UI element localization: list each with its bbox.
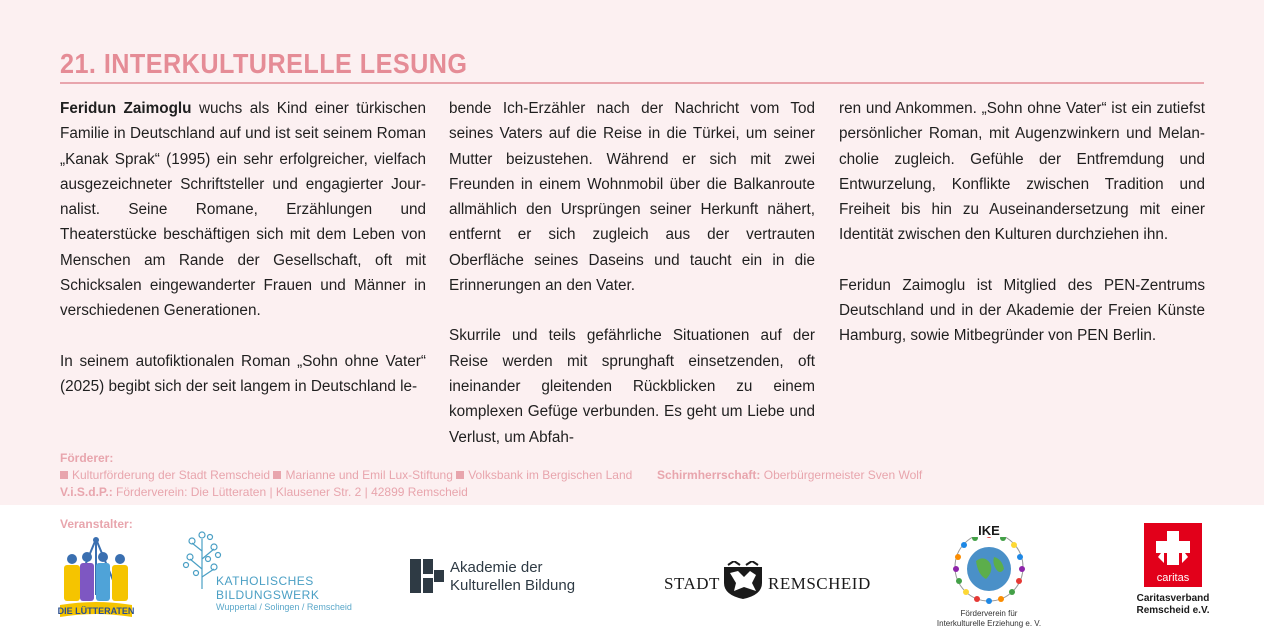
ike-logo [928,523,1050,628]
sponsor-label: Förderer: [60,451,114,465]
sponsor-item: Kulturförderung der Stadt Remscheid [72,468,271,482]
globe-icon [928,523,1050,609]
visdp-label: V.i.S.d.P.: [60,485,113,499]
remscheid-word: REMSCHEID [768,574,871,593]
paragraph-situations: Skurrile und teils gefährliche Situationen auf der Reise werden mit sprunghaft einsetzenden, oft ineinander gleitenden Rückblicken zu einem komplexen Gefüge verbunden. Es geht um Liebe und Verlust, um Abfah- [449,327,815,446]
page-title: 21. INTERKULTURELLE LESUNG [60,48,468,79]
text-column-3 [839,96,1205,374]
organizers-panel [0,505,1264,644]
author-name: Feridun Zaimoglu [60,100,192,117]
sponsor-item: Volksbank im Bergischen Land [468,468,633,482]
bullet-square-icon [60,471,68,479]
paragraph-journey: bende Ich-Erzähler nach der Nachricht vom Tod seines Vaters auf die Reise in die Türkei, um seiner Mutter beizustehen. Während er sich mit zwei Freunden in einem Wohnmobil über die Balkanroute allmählich den Ursprüngen seiner Herkunft nähert, entfernt er sich zugleich aus der vertrauten Oberfläche seines Daseins und taucht ein in die Erinnerungen an den Vater. [449,100,815,295]
kbw-logo [180,529,360,615]
ike-line-1: Förderverein für [960,609,1018,618]
ike-acronym: IKE [978,523,1000,538]
stadt-word: STADT [664,574,720,593]
text-column-1 [60,96,426,424]
kbw-line-2: BILDUNGSWERK [216,588,320,602]
coat-of-arms-icon [720,561,766,599]
paragraph-author-bio [60,96,426,324]
bullet-square-icon [273,471,281,479]
visdp-text: Förderverein: Die Lütteraten | Klausener Str. 2 | 42899 Remscheid [116,485,468,499]
paragraph-novel-intro: In seinem autofiktionalen Roman „Sohn ohne Vater“ (2025) begibt sich der seit langem in Deutschland le- [60,352,426,395]
caritas-cross-icon [1128,523,1218,591]
caritas-logo [1128,523,1218,623]
luetteraten-figures-icon [58,535,134,621]
author-bio-text: wuchs als Kind einer türkischen Familie in Deutschland auf und ist seit seinem Roman „Kanak Sprak“ (1995) ein sehr erfolgreicher, vielfach ausgezeichneter Schriftsteller und engagierter Journalist. Seine Romane, Erzählungen und Theaterstücke beschäftigen sich mit dem Leben von Menschen am Rande der Gesellschaft, oft mit Schicksalen eingewanderter Frauen und Männer in verschiedenen Generationen. [60,100,426,320]
kbw-line-3: Wuppertal / Solingen / Remscheid [216,602,352,612]
sponsor-item: Marianne und Emil Lux-Stiftung [285,468,453,482]
stadt-remscheid-logo [664,565,879,605]
luetteraten-wordmark: DIE LÜTTERATEN [58,606,134,616]
title-rule [60,82,1204,84]
luetteraten-logo [58,535,134,621]
caritas-word: caritas [1156,572,1190,584]
patron-label: Schirmherrschaft: [657,468,761,482]
akb-k-icon [410,559,444,593]
patron-name: Oberbürgermeister Sven Wolf [763,468,923,482]
akb-logo [408,557,608,597]
text-column-2 [449,96,815,475]
sponsor-list [60,467,922,484]
akb-line-2: Kulturellen Bildung [450,577,576,594]
caritas-line-2: Remscheid e.V. [1136,605,1210,616]
caritas-line-1: Caritasverband [1136,593,1210,604]
ike-line-2: Interkulturelle Erziehung e. V. [936,619,1042,628]
visdp-line [60,484,468,501]
kbw-line-1: KATHOLISCHES [216,574,314,588]
paragraph-themes: ren und Ankommen. „Sohn ohne Vater“ ist ein zutiefst persönlicher Roman, mit Augenzwinkern und Melancholie zugleich. Gefühle der Entfremdung und Entwurzelung, Konflikte zwischen Tradition und Freiheit bis hin zu Auseinandersetzung mit einer Identität zwischen den Kulturen durchziehen ihn. [839,100,1205,244]
organizers-label: Veranstalter: [60,517,133,531]
paragraph-membership: Feridun Zaimoglu ist Mitglied des PEN-Zentrums Deutschland und in der Akademie der Freien Künste Hamburg, sowie Mitbegründer von PEN Berlin. [839,276,1205,345]
bullet-square-icon [456,471,464,479]
akb-line-1: Akademie der [450,559,543,576]
